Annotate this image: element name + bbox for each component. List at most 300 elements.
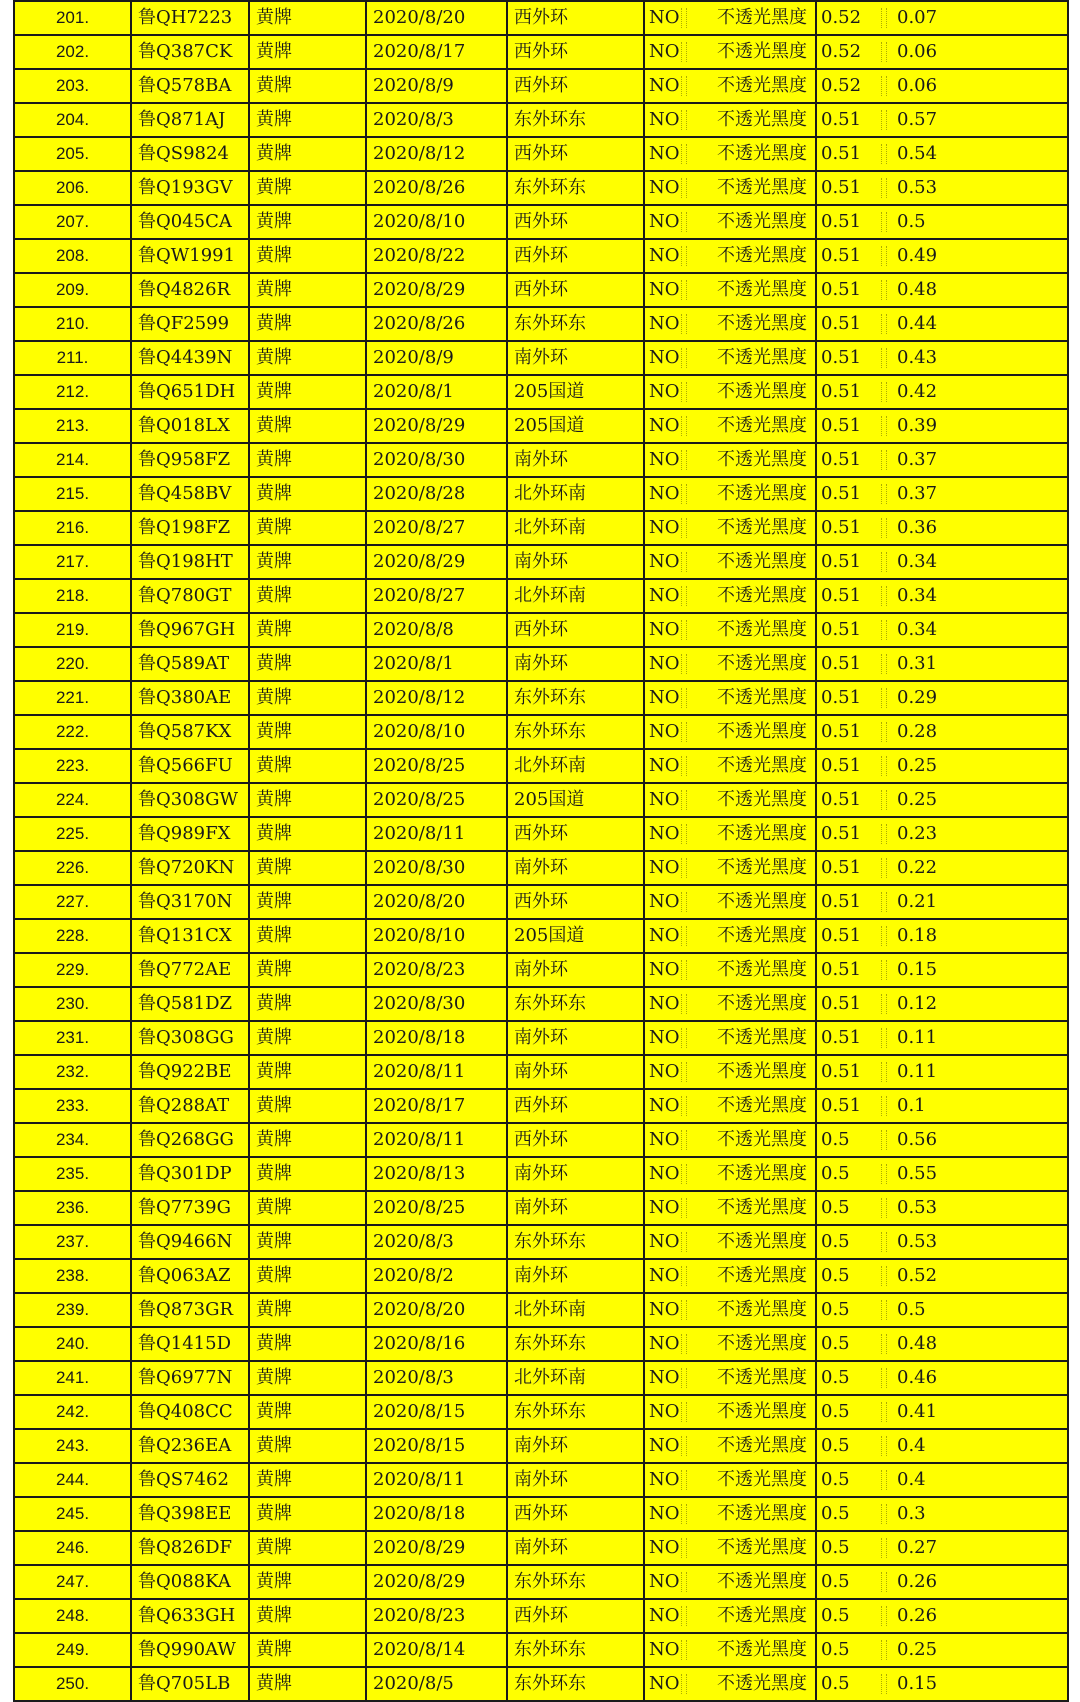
plate-number: 鲁Q380AE	[138, 687, 232, 708]
cell-divider	[681, 1198, 682, 1218]
cell-divider	[686, 1504, 687, 1524]
limit-value: 0.51	[821, 483, 862, 504]
limit-value: 0.51	[821, 687, 862, 708]
test-method: 不透光黑度	[717, 211, 807, 232]
plate-color: 黄牌	[256, 857, 292, 878]
table-row	[14, 1429, 1068, 1463]
measured-value: 0.25	[897, 789, 938, 810]
row-number-cell	[14, 69, 131, 103]
test-method: 不透光黑度	[717, 789, 807, 810]
row-number-cell	[14, 35, 131, 69]
values-cell	[816, 1633, 1068, 1667]
values-cell	[816, 1, 1068, 35]
plate-number: 鲁Q308GW	[138, 789, 238, 810]
inspection-date: 2020/8/9	[373, 75, 454, 96]
inspection-date: 2020/8/5	[373, 1673, 454, 1694]
result-value: NO	[649, 1469, 680, 1490]
inspection-date: 2020/8/17	[373, 1095, 466, 1116]
measured-value: 0.06	[897, 75, 938, 96]
row-number-cell	[14, 885, 131, 919]
plate-number: 鲁Q578BA	[138, 75, 232, 96]
cell-divider	[686, 1300, 687, 1320]
measured-value: 0.53	[897, 177, 938, 198]
plate-number: 鲁Q958FZ	[138, 449, 231, 470]
location-cell	[507, 103, 644, 137]
plate-cell	[131, 1599, 249, 1633]
result-value: NO	[649, 857, 680, 878]
inspection-date: 2020/8/29	[373, 279, 466, 300]
cell-divider	[686, 824, 687, 844]
date-cell	[366, 783, 507, 817]
plate-cell	[131, 1021, 249, 1055]
plate-number: 鲁Q288AT	[138, 1095, 230, 1116]
values-cell	[816, 341, 1068, 375]
cell-divider	[681, 1538, 682, 1558]
limit-value: 0.52	[821, 75, 862, 96]
plate-color: 黄牌	[256, 1061, 292, 1082]
inspection-date: 2020/8/29	[373, 415, 466, 436]
cell-divider	[886, 1538, 887, 1558]
cell-divider	[881, 722, 882, 742]
values-cell	[816, 1531, 1068, 1565]
inspection-date: 2020/8/28	[373, 483, 466, 504]
cell-divider	[881, 212, 882, 232]
result-value: NO	[649, 7, 680, 28]
row-number-cell	[14, 715, 131, 749]
values-cell	[816, 1429, 1068, 1463]
test-method: 不透光黑度	[717, 1027, 807, 1048]
limit-value: 0.51	[821, 109, 862, 130]
limit-value: 0.51	[821, 143, 862, 164]
values-cell	[816, 783, 1068, 817]
plate-color: 黄牌	[256, 143, 292, 164]
cell-divider	[686, 756, 687, 776]
date-cell	[366, 885, 507, 919]
date-cell	[366, 239, 507, 273]
date-cell	[366, 307, 507, 341]
row-number: 234.	[55, 1130, 90, 1149]
inspection-date: 2020/8/9	[373, 347, 454, 368]
table-body	[14, 1, 1068, 1701]
test-method: 不透光黑度	[717, 415, 807, 436]
plate-color-cell	[249, 103, 366, 137]
limit-value: 0.52	[821, 41, 862, 62]
values-cell	[816, 613, 1068, 647]
row-number: 220.	[55, 654, 90, 673]
test-method: 不透光黑度	[717, 245, 807, 266]
test-method: 不透光黑度	[717, 1639, 807, 1660]
inspection-location: 北外环南	[514, 1299, 586, 1320]
values-cell	[816, 579, 1068, 613]
row-number: 219.	[55, 620, 90, 639]
plate-color-cell	[249, 511, 366, 545]
cell-divider	[881, 450, 882, 470]
plate-color: 黄牌	[256, 109, 292, 130]
plate-number: 鲁QW1991	[138, 245, 236, 266]
measured-value: 0.48	[897, 279, 938, 300]
result-value: NO	[649, 1605, 680, 1626]
result-cell	[644, 1089, 816, 1123]
plate-color-cell	[249, 69, 366, 103]
measured-value: 0.53	[897, 1197, 938, 1218]
row-number-cell	[14, 1123, 131, 1157]
result-cell	[644, 443, 816, 477]
measured-value: 0.11	[897, 1027, 938, 1048]
plate-color-cell	[249, 817, 366, 851]
cell-divider	[886, 246, 887, 266]
row-number-cell	[14, 1565, 131, 1599]
plate-color: 黄牌	[256, 1639, 292, 1660]
plate-color-cell	[249, 1293, 366, 1327]
result-cell	[644, 477, 816, 511]
cell-divider	[686, 1028, 687, 1048]
cell-divider	[686, 1334, 687, 1354]
plate-number: 鲁Q4439N	[138, 347, 233, 368]
plate-color-cell	[249, 749, 366, 783]
table-row	[14, 851, 1068, 885]
plate-color-cell	[249, 953, 366, 987]
cell-divider	[881, 280, 882, 300]
limit-value: 0.5	[821, 1537, 850, 1558]
result-value: NO	[649, 483, 680, 504]
limit-value: 0.51	[821, 551, 862, 572]
inspection-location: 205国道	[514, 925, 585, 946]
measured-value: 0.21	[897, 891, 938, 912]
result-cell	[644, 1021, 816, 1055]
date-cell	[366, 1565, 507, 1599]
plate-number: 鲁Q720KN	[138, 857, 235, 878]
plate-color-cell	[249, 579, 366, 613]
result-cell	[644, 579, 816, 613]
cell-divider	[881, 1266, 882, 1286]
plate-color: 黄牌	[256, 245, 292, 266]
table-row	[14, 477, 1068, 511]
limit-value: 0.5	[821, 1265, 850, 1286]
plate-number: 鲁Q268GG	[138, 1129, 234, 1150]
cell-divider	[886, 1232, 887, 1252]
cell-divider	[886, 42, 887, 62]
inspection-date: 2020/8/1	[373, 381, 454, 402]
cell-divider	[886, 1164, 887, 1184]
result-value: NO	[649, 619, 680, 640]
result-cell	[644, 1429, 816, 1463]
plate-color: 黄牌	[256, 1197, 292, 1218]
plate-color: 黄牌	[256, 1435, 292, 1456]
result-value: NO	[649, 1401, 680, 1422]
plate-color: 黄牌	[256, 1333, 292, 1354]
values-cell	[816, 443, 1068, 477]
cell-divider	[886, 1130, 887, 1150]
table-row	[14, 953, 1068, 987]
plate-number: 鲁Q088KA	[138, 1571, 231, 1592]
plate-color: 黄牌	[256, 925, 292, 946]
cell-divider	[681, 858, 682, 878]
result-cell	[644, 545, 816, 579]
cell-divider	[681, 994, 682, 1014]
plate-color: 黄牌	[256, 959, 292, 980]
plate-color-cell	[249, 919, 366, 953]
table-row	[14, 1327, 1068, 1361]
location-cell	[507, 443, 644, 477]
row-number: 212.	[55, 382, 90, 401]
plate-cell	[131, 1123, 249, 1157]
measured-value: 0.23	[897, 823, 938, 844]
row-number-cell	[14, 1055, 131, 1089]
result-value: NO	[649, 1095, 680, 1116]
cell-divider	[686, 280, 687, 300]
table-row	[14, 443, 1068, 477]
cell-divider	[881, 756, 882, 776]
inspection-location: 北外环南	[514, 755, 586, 776]
cell-divider	[681, 1232, 682, 1252]
plate-color: 黄牌	[256, 1537, 292, 1558]
plate-number: 鲁Q045CA	[138, 211, 232, 232]
inspection-date: 2020/8/15	[373, 1435, 466, 1456]
row-number-cell	[14, 1395, 131, 1429]
cell-divider	[686, 1606, 687, 1626]
result-value: NO	[649, 1333, 680, 1354]
cell-divider	[686, 1130, 687, 1150]
plate-cell	[131, 1531, 249, 1565]
cell-divider	[886, 688, 887, 708]
plate-color-cell	[249, 307, 366, 341]
inspection-location: 南外环	[514, 653, 568, 674]
row-number: 236.	[55, 1198, 90, 1217]
cell-divider	[886, 790, 887, 810]
table-row	[14, 1191, 1068, 1225]
plate-number: 鲁Q873GR	[138, 1299, 234, 1320]
table-row	[14, 1, 1068, 35]
location-cell	[507, 375, 644, 409]
row-number-cell	[14, 1293, 131, 1327]
limit-value: 0.5	[821, 1401, 850, 1422]
cell-divider	[686, 1096, 687, 1116]
result-cell	[644, 1259, 816, 1293]
test-method: 不透光黑度	[717, 449, 807, 470]
inspection-date: 2020/8/23	[373, 959, 466, 980]
table-row	[14, 1361, 1068, 1395]
values-cell	[816, 1089, 1068, 1123]
cell-divider	[686, 1402, 687, 1422]
row-number-cell	[14, 953, 131, 987]
inspection-location: 北外环南	[514, 1367, 586, 1388]
cell-divider	[681, 1164, 682, 1184]
row-number: 229.	[55, 960, 90, 979]
date-cell	[366, 1, 507, 35]
result-cell	[644, 273, 816, 307]
plate-cell	[131, 137, 249, 171]
cell-divider	[681, 178, 682, 198]
plate-color: 黄牌	[256, 1571, 292, 1592]
table-row	[14, 69, 1068, 103]
limit-value: 0.5	[821, 1197, 850, 1218]
location-cell	[507, 137, 644, 171]
result-cell	[644, 613, 816, 647]
plate-color-cell	[249, 1225, 366, 1259]
values-cell	[816, 103, 1068, 137]
plate-number: 鲁Q633GH	[138, 1605, 236, 1626]
values-cell	[816, 477, 1068, 511]
inspection-date: 2020/8/30	[373, 993, 466, 1014]
cell-divider	[886, 1266, 887, 1286]
cell-divider	[881, 892, 882, 912]
row-number-cell	[14, 851, 131, 885]
inspection-location: 南外环	[514, 857, 568, 878]
cell-divider	[881, 552, 882, 572]
row-number-cell	[14, 647, 131, 681]
plate-number: 鲁Q826DF	[138, 1537, 233, 1558]
plate-number: 鲁Q989FX	[138, 823, 231, 844]
measured-value: 0.42	[897, 381, 938, 402]
cell-divider	[681, 1368, 682, 1388]
date-cell	[366, 1497, 507, 1531]
test-method: 不透光黑度	[717, 1333, 807, 1354]
plate-color: 黄牌	[256, 1469, 292, 1490]
result-value: NO	[649, 245, 680, 266]
test-method: 不透光黑度	[717, 959, 807, 980]
date-cell	[366, 749, 507, 783]
plate-cell	[131, 1565, 249, 1599]
measured-value: 0.5	[897, 211, 926, 232]
inspection-date: 2020/8/11	[373, 1469, 466, 1490]
plate-color: 黄牌	[256, 75, 292, 96]
cell-divider	[681, 1096, 682, 1116]
measured-value: 0.54	[897, 143, 938, 164]
values-cell	[816, 1191, 1068, 1225]
table-row	[14, 1531, 1068, 1565]
test-method: 不透光黑度	[717, 517, 807, 538]
date-cell	[366, 545, 507, 579]
inspection-date: 2020/8/26	[373, 177, 466, 198]
measured-value: 0.26	[897, 1571, 938, 1592]
plate-number: 鲁Q6977N	[138, 1367, 233, 1388]
inspection-location: 南外环	[514, 551, 568, 572]
plate-color: 黄牌	[256, 1401, 292, 1422]
inspection-date: 2020/8/30	[373, 449, 466, 470]
test-method: 不透光黑度	[717, 1299, 807, 1320]
date-cell	[366, 69, 507, 103]
row-number: 245.	[55, 1504, 90, 1523]
cell-divider	[686, 8, 687, 28]
limit-value: 0.51	[821, 653, 862, 674]
plate-color-cell	[249, 205, 366, 239]
cell-divider	[681, 790, 682, 810]
location-cell	[507, 783, 644, 817]
values-cell	[816, 1463, 1068, 1497]
measured-value: 0.22	[897, 857, 938, 878]
limit-value: 0.51	[821, 211, 862, 232]
measured-value: 0.39	[897, 415, 938, 436]
table-row	[14, 1463, 1068, 1497]
plate-number: 鲁Q301DP	[138, 1163, 232, 1184]
measured-value: 0.25	[897, 1639, 938, 1660]
location-cell	[507, 545, 644, 579]
plate-color-cell	[249, 1259, 366, 1293]
test-method: 不透光黑度	[717, 7, 807, 28]
values-cell	[816, 1259, 1068, 1293]
values-cell	[816, 35, 1068, 69]
result-cell	[644, 1633, 816, 1667]
limit-value: 0.5	[821, 1571, 850, 1592]
limit-value: 0.51	[821, 789, 862, 810]
test-method: 不透光黑度	[717, 755, 807, 776]
plate-color-cell	[249, 851, 366, 885]
row-number-cell	[14, 239, 131, 273]
cell-divider	[881, 1436, 882, 1456]
inspection-date: 2020/8/10	[373, 721, 466, 742]
inspection-location: 西外环	[514, 1605, 568, 1626]
row-number: 221.	[55, 688, 90, 707]
limit-value: 0.51	[821, 585, 862, 606]
plate-cell	[131, 817, 249, 851]
limit-value: 0.51	[821, 381, 862, 402]
cell-divider	[681, 654, 682, 674]
inspection-date: 2020/8/10	[373, 211, 466, 232]
test-method: 不透光黑度	[717, 585, 807, 606]
date-cell	[366, 851, 507, 885]
result-value: NO	[649, 381, 680, 402]
plate-number: 鲁Q131CX	[138, 925, 232, 946]
row-number: 222.	[55, 722, 90, 741]
plate-color-cell	[249, 1429, 366, 1463]
result-value: NO	[649, 823, 680, 844]
date-cell	[366, 511, 507, 545]
inspection-date: 2020/8/13	[373, 1163, 466, 1184]
cell-divider	[686, 1674, 687, 1694]
cell-divider	[681, 450, 682, 470]
cell-divider	[881, 1674, 882, 1694]
test-method: 不透光黑度	[717, 143, 807, 164]
row-number-cell	[14, 443, 131, 477]
location-cell	[507, 477, 644, 511]
plate-color: 黄牌	[256, 1231, 292, 1252]
test-method: 不透光黑度	[717, 1435, 807, 1456]
table-row	[14, 885, 1068, 919]
cell-divider	[686, 518, 687, 538]
values-cell	[816, 1327, 1068, 1361]
row-number-cell	[14, 1225, 131, 1259]
cell-divider	[681, 42, 682, 62]
location-cell	[507, 239, 644, 273]
table-row	[14, 137, 1068, 171]
cell-divider	[886, 178, 887, 198]
cell-divider	[886, 1028, 887, 1048]
inspection-date: 2020/8/29	[373, 551, 466, 572]
measured-value: 0.28	[897, 721, 938, 742]
plate-color: 黄牌	[256, 1503, 292, 1524]
result-cell	[644, 885, 816, 919]
plate-color-cell	[249, 1395, 366, 1429]
row-number: 213.	[55, 416, 90, 435]
row-number: 225.	[55, 824, 90, 843]
result-value: NO	[649, 279, 680, 300]
cell-divider	[686, 1368, 687, 1388]
result-cell	[644, 1361, 816, 1395]
inspection-location: 南外环	[514, 1469, 568, 1490]
plate-number: 鲁Q780GT	[138, 585, 232, 606]
test-method: 不透光黑度	[717, 1095, 807, 1116]
inspection-location: 南外环	[514, 1163, 568, 1184]
measured-value: 0.29	[897, 687, 938, 708]
table-row	[14, 613, 1068, 647]
cell-divider	[886, 348, 887, 368]
limit-value: 0.51	[821, 619, 862, 640]
row-number: 208.	[55, 246, 90, 265]
values-cell	[816, 647, 1068, 681]
cell-divider	[681, 620, 682, 640]
plate-number: 鲁Q3170N	[138, 891, 233, 912]
inspection-date: 2020/8/1	[373, 653, 454, 674]
